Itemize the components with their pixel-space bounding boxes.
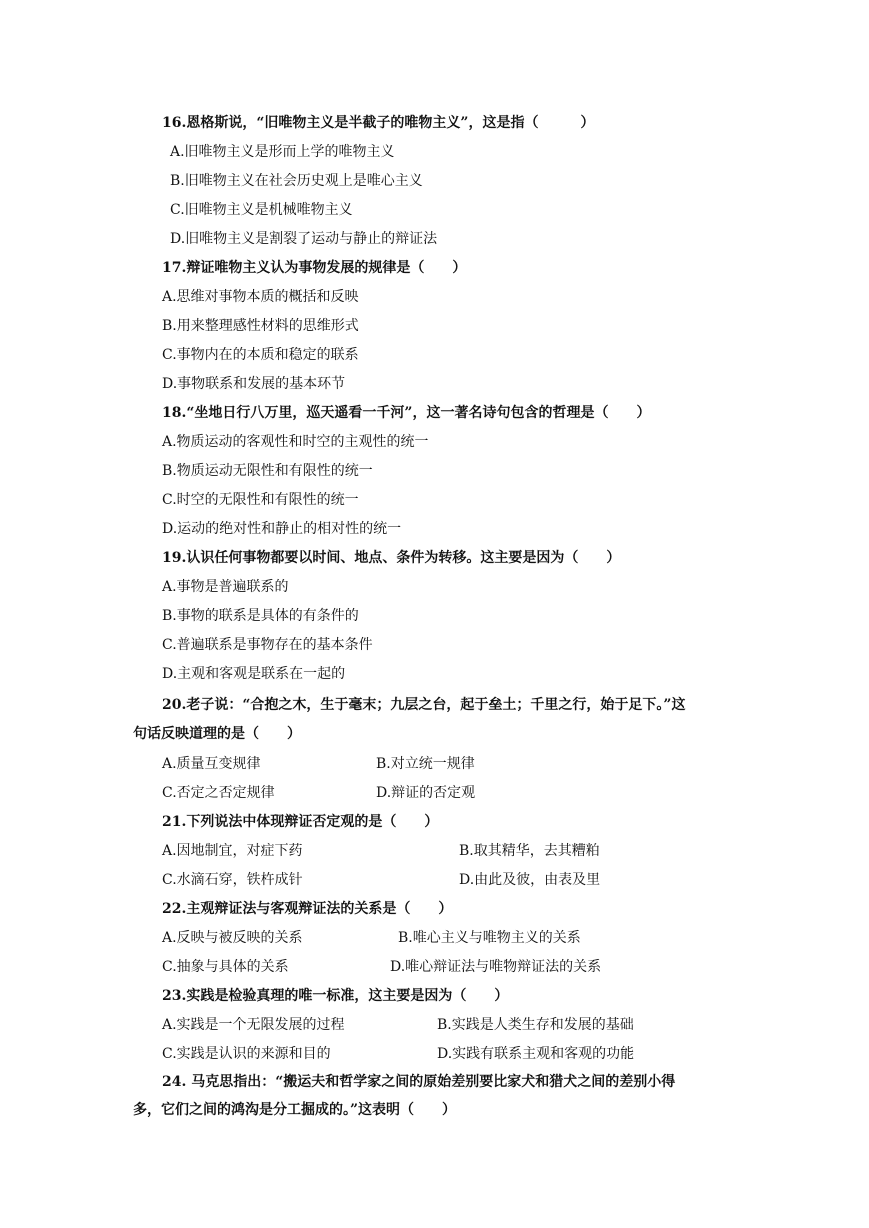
question-21-option-c: C.水滴石穿，铁杵成针 [162, 872, 303, 888]
question-17-option-b: B.用来整理感性材料的思维形式 [162, 318, 359, 334]
question-17-option-c: C.事物内在的本质和稳定的联系 [162, 347, 359, 363]
question-20-option-a: A.质量互变规律 [162, 756, 261, 772]
question-20-option-d: D.辩证的否定观 [376, 785, 476, 801]
question-22-option-b: B.唯心主义与唯物主义的关系 [398, 930, 581, 946]
question-21-option-d: D.由此及彼，由表及里 [459, 872, 601, 888]
question-16-option-b: B.旧唯物主义在社会历史观上是唯心主义 [170, 173, 423, 189]
question-17-option-a: A.思维对事物本质的概括和反映 [162, 289, 359, 305]
question-16-option-d: D.旧唯物主义是割裂了运动与静止的辩证法 [170, 231, 438, 247]
question-23-option-c: C.实践是认识的来源和目的 [162, 1046, 331, 1062]
question-19-option-a: A.事物是普遍联系的 [162, 579, 289, 595]
question-19-option-b: B.事物的联系是具体的有条件的 [162, 608, 359, 624]
question-22-option-a: A.反映与被反映的关系 [162, 930, 303, 946]
question-18-stem: 18.“坐地日行八万里，巡天遥看一千河”，这一著名诗句包含的哲理是（ ） [162, 405, 651, 421]
question-23-option-d: D.实践有联系主观和客观的功能 [437, 1046, 635, 1062]
question-19-stem: 19.认识任何事物都要以时间、地点、条件为转移。这主要是因为（ ） [162, 550, 621, 566]
question-16-stem: 16.恩格斯说，“旧唯物主义是半截子的唯物主义”，这是指（ ） [162, 115, 595, 131]
question-16-option-c: C.旧唯物主义是机械唯物主义 [170, 202, 353, 218]
question-19-option-c: C.普遍联系是事物存在的基本条件 [162, 637, 373, 653]
question-24-stem-line1: 24. 马克思指出：“搬运夫和哲学家之间的原始差别要比家犬和猎犬之间的差别小得 [162, 1074, 676, 1090]
question-24-stem-line2: 多，它们之间的鸿沟是分工掘成的。”这表明（ ） [133, 1102, 457, 1118]
question-23-option-a: A.实践是一个无限发展的过程 [162, 1017, 345, 1033]
question-21-stem: 21.下列说法中体现辩证否定观的是（ ） [162, 814, 439, 830]
question-20-stem-line2: 句话反映道理的是（ ） [133, 726, 301, 742]
question-18-option-a: A.物质运动的客观性和时空的主观性的统一 [162, 434, 429, 450]
question-23-option-b: B.实践是人类生存和发展的基础 [437, 1017, 634, 1033]
question-18-option-d: D.运动的绝对性和静止的相对性的统一 [162, 521, 402, 537]
question-18-option-c: C.时空的无限性和有限性的统一 [162, 492, 359, 508]
question-16-option-a: A.旧唯物主义是形而上学的唯物主义 [170, 144, 395, 160]
question-23-stem: 23.实践是检验真理的唯一标准，这主要是因为（ ） [162, 988, 509, 1004]
question-21-option-a: A.因地制宜，对症下药 [162, 843, 303, 859]
question-17-stem: 17.辩证唯物主义认为事物发展的规律是（ ） [162, 260, 467, 276]
question-19-option-d: D.主观和客观是联系在一起的 [162, 666, 346, 682]
question-20-option-c: C.否定之否定规律 [162, 785, 275, 801]
question-21-option-b: B.取其精华，去其糟粕 [459, 843, 600, 859]
question-20-stem-line1: 20.老子说：“合抱之木，生于毫末；九层之台，起于垒土；千里之行，始于足下。”这 [162, 697, 686, 713]
question-22-option-c: C.抽象与具体的关系 [162, 959, 289, 975]
question-20-option-b: B.对立统一规律 [376, 756, 475, 772]
question-22-stem: 22.主观辩证法与客观辩证法的关系是（ ） [162, 901, 453, 917]
question-18-option-b: B.物质运动无限性和有限性的统一 [162, 463, 373, 479]
question-22-option-d: D.唯心辩证法与唯物辩证法的关系 [390, 959, 602, 975]
question-17-option-d: D.事物联系和发展的基本环节 [162, 376, 346, 392]
